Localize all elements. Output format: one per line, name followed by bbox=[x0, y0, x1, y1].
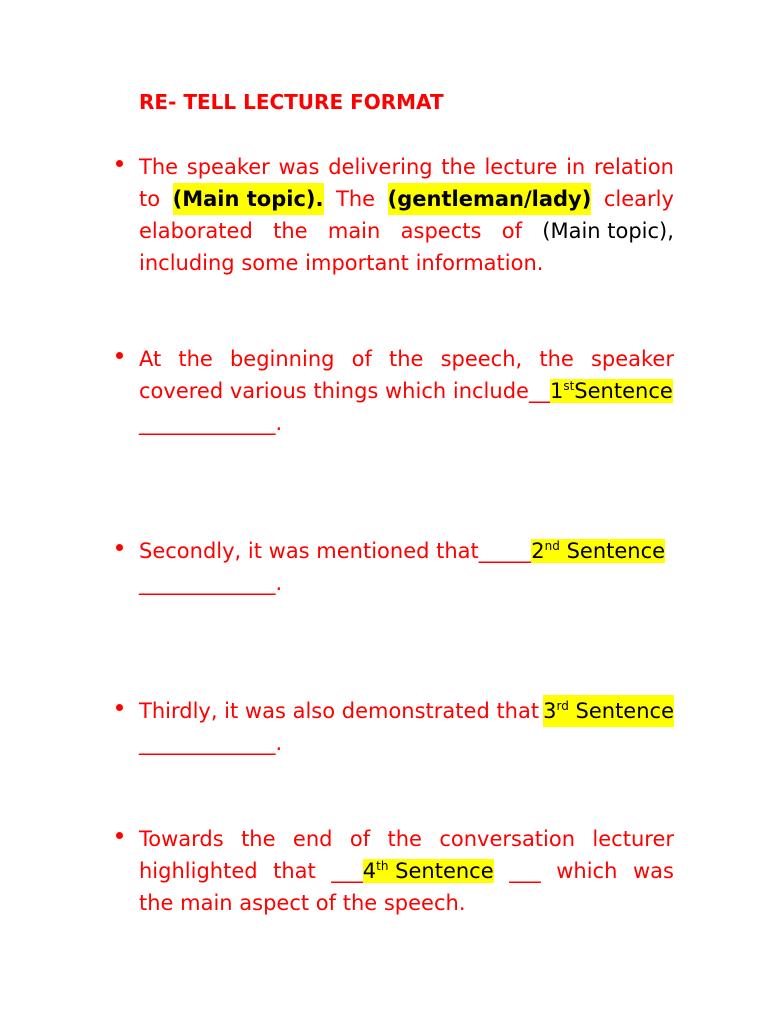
text-line: covered various things which include__1stSentence bbox=[139, 379, 673, 403]
bullet-dot bbox=[116, 832, 123, 839]
text-line: the main aspect of the speech. bbox=[139, 891, 466, 915]
sentence-4-highlight: 4th Sentence bbox=[362, 859, 494, 883]
text-line: _____________. bbox=[139, 411, 283, 435]
main-topic-highlight: (Main topic). bbox=[173, 183, 324, 215]
text-line: _____________. bbox=[139, 571, 283, 595]
text-line: highlighted that ___4th Sentence ___ which was bbox=[139, 859, 674, 883]
bullet-item-5 bbox=[139, 823, 674, 919]
bullet-dot bbox=[116, 160, 123, 167]
text-line: _____________. bbox=[139, 731, 283, 755]
bullet-dot bbox=[116, 352, 123, 359]
text-line: Secondly, it was mentioned that_____2nd Sentence bbox=[139, 539, 666, 563]
text-line: The speaker was delivering the lecture in relation bbox=[139, 155, 674, 179]
text-line: elaborated the main aspects of (Main topic), bbox=[139, 215, 674, 247]
text-line: Thirdly, it was also demonstrated that 3rd Sentence bbox=[139, 695, 674, 727]
speaker-highlight: (gentleman/lady) bbox=[388, 183, 592, 215]
bullet-item-2 bbox=[139, 343, 674, 439]
sentence-1-highlight: 1stSentence bbox=[549, 379, 673, 403]
main-topic-text: (Main topic), bbox=[542, 219, 674, 243]
bullet-item-1 bbox=[139, 151, 674, 279]
bullet-dot bbox=[116, 704, 123, 711]
text-line: to (Main topic). The (gentleman/lady) clearly bbox=[139, 183, 674, 215]
bullet-dot bbox=[116, 544, 123, 551]
sentence-3-highlight: 3rd Sentence bbox=[543, 695, 674, 727]
bullet-item-3 bbox=[139, 535, 674, 599]
text-line: Towards the end of the conversation lecturer bbox=[139, 827, 674, 851]
sentence-2-highlight: 2nd Sentence bbox=[531, 539, 666, 563]
document-title: RE- TELL LECTURE FORMAT bbox=[139, 90, 444, 114]
text-line: including some important information. bbox=[139, 251, 544, 275]
bullet-item-4 bbox=[139, 695, 674, 759]
text-line: At the beginning of the speech, the speaker bbox=[139, 347, 674, 371]
